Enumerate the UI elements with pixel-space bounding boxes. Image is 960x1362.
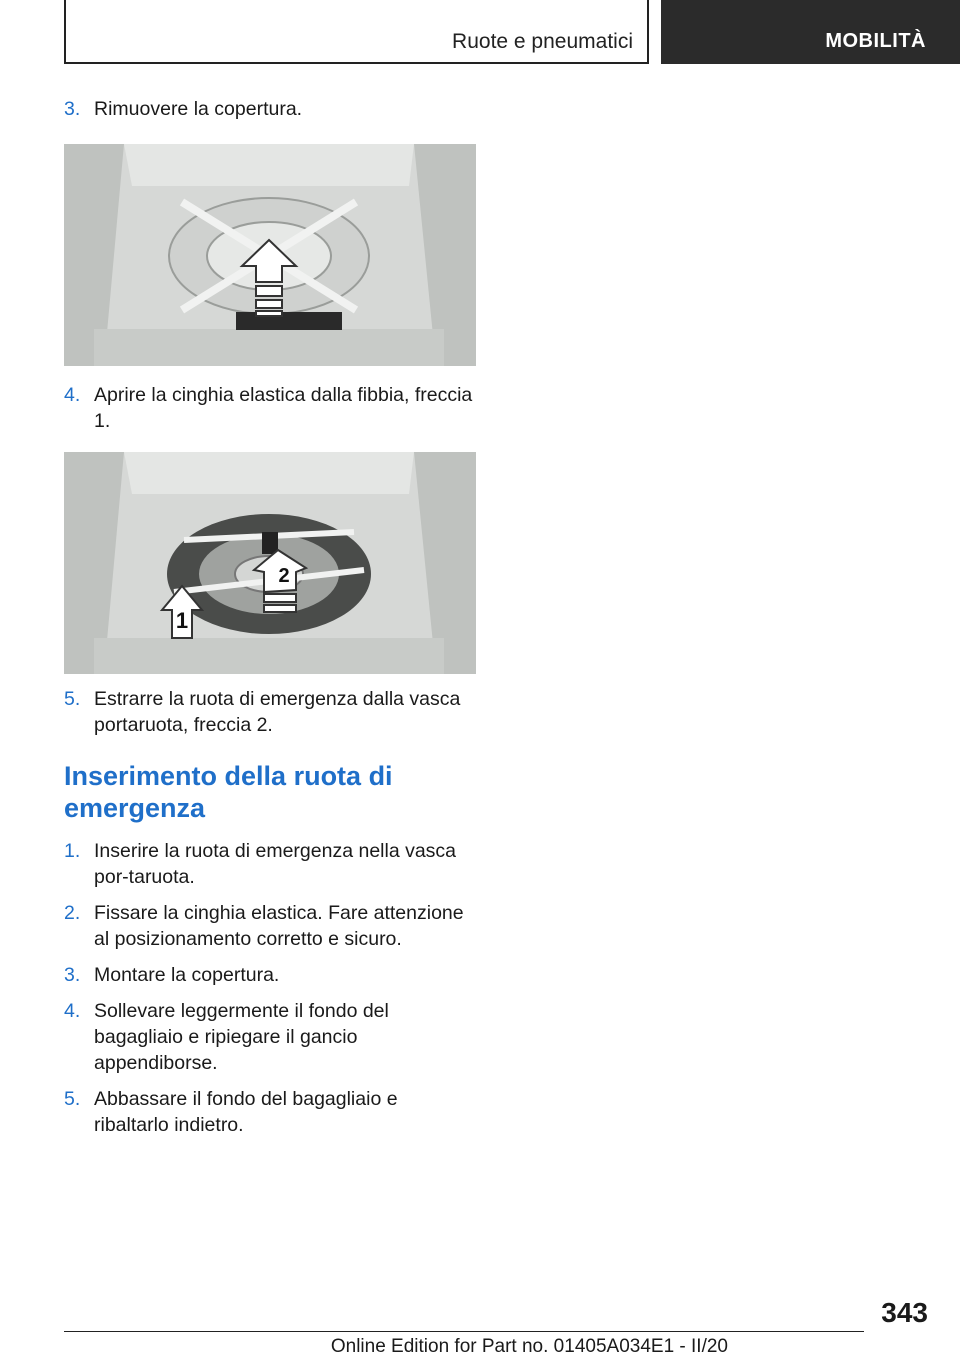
step-item [64,96,476,122]
step-text: Montare la copertura. [94,964,280,986]
footer-divider [64,1331,864,1332]
step-number: 5. [64,1088,81,1110]
header-chapter-title: MOBILITÀ [825,30,926,52]
page-content [64,96,476,1138]
step-item [64,1086,476,1138]
step-item [64,900,476,952]
step-item [64,998,476,1076]
step-item [64,838,476,890]
step-item [64,686,476,738]
step-item [64,962,476,988]
spare-wheel-illustration [64,452,476,674]
page-number: 343 [881,1297,928,1328]
section-title: Inserimento della ruota di emergenza [64,761,393,823]
arrow-2-label: 2 [278,565,290,587]
step-text: Rimuovere la copertura. [94,98,303,120]
step-text: Abbassare il fondo del bagagliaio e ribaltarlo indietro. [94,1088,398,1136]
step-number: 4. [64,384,81,406]
step-text: Inserire la ruota di emergenza nella vasca por‐taruota. [94,840,457,888]
section-steps-list [64,838,476,1138]
header-section-title: Ruote e pneumatici [452,30,633,53]
header-section-box [64,0,649,64]
step-text: Sollevare leggermente il fondo del bagagliaio e ripiegare il gancio appendiborse. [94,1000,389,1074]
step-number: 1. [64,840,81,862]
footer-edition: Online Edition for Part no. 01405A034E1 - II/20 [330,1336,728,1357]
step-text: Estrarre la ruota di emergenza dalla vasca portaruota, freccia 2. [94,688,461,736]
step-number: 3. [64,964,81,986]
figure-spare-wheel [64,452,476,674]
step-item [64,382,476,434]
header-chapter-box [661,0,960,64]
step-text: Fissare la cinghia elastica. Fare attenzione al posizionamento corretto e sicuro. [94,902,464,950]
figure-trunk-cover [64,144,476,366]
trunk-cover-illustration [64,144,476,366]
step-number: 5. [64,688,81,710]
step-number: 3. [64,98,81,120]
arrow-1-label: 1 [175,608,189,633]
step-number: 2. [64,902,81,924]
step-number: 4. [64,1000,81,1022]
step-text: Aprire la cinghia elastica dalla fibbia, freccia 1. [94,384,473,432]
